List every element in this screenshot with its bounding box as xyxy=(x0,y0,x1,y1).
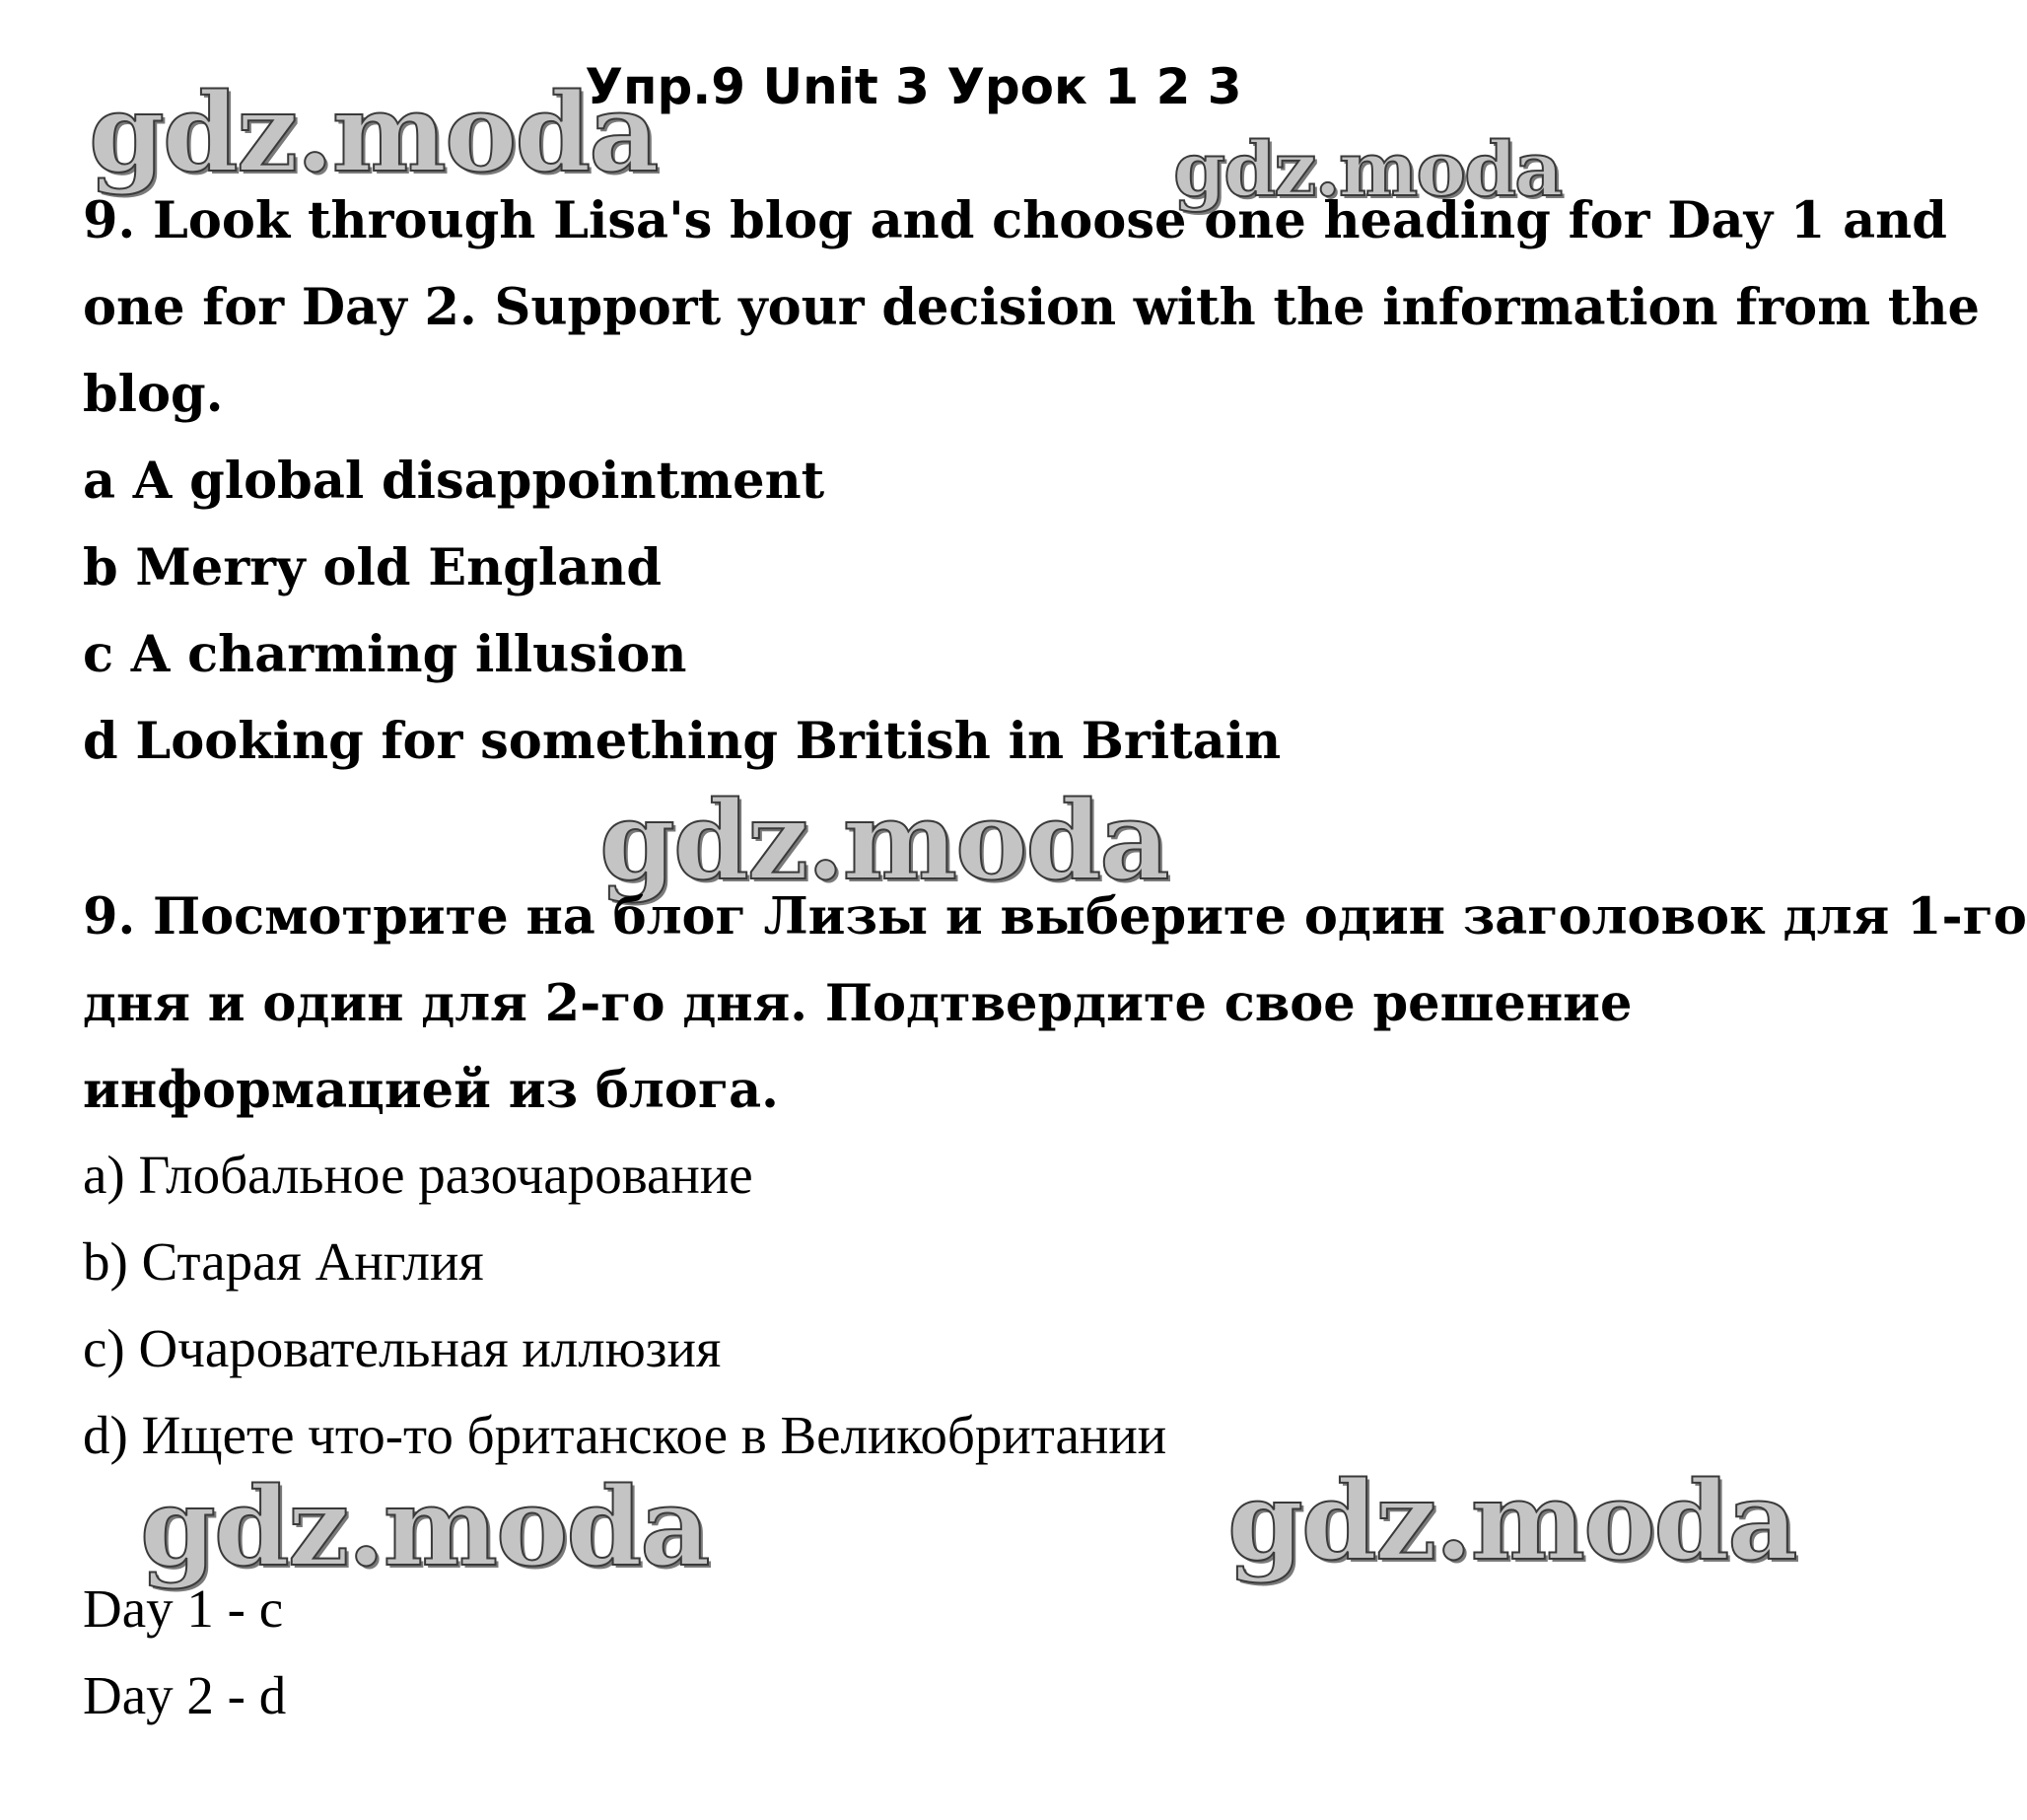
option-ru-b: b) Старая Англия xyxy=(83,1231,484,1292)
watermark: gdz.moda xyxy=(89,69,658,196)
option-ru-a: a) Глобальное разочарование xyxy=(83,1145,753,1205)
option-en-a: a A global disappointment xyxy=(83,452,825,511)
watermark: gdz.moda xyxy=(140,1463,709,1590)
watermark: gdz.moda xyxy=(1227,1457,1796,1584)
answer-day-1: Day 1 - c xyxy=(83,1578,284,1639)
option-en-c: c A charming illusion xyxy=(83,625,687,684)
option-ru-d: d) Ищете что-то британское в Великобритании xyxy=(83,1405,1167,1465)
task-ru-line: информацией из блога. xyxy=(83,1061,779,1120)
option-ru-c: c) Очаровательная иллюзия xyxy=(83,1318,722,1378)
task-en-line: one for Day 2. Support your decision with the information from the xyxy=(83,278,1981,337)
task-en-line: 9. Look through Lisa's blog and choose one heading for Day 1 and xyxy=(83,191,1947,250)
answer-day-2: Day 2 - d xyxy=(83,1665,287,1725)
option-en-b: b Merry old England xyxy=(83,538,663,597)
task-en-line: blog. xyxy=(83,365,224,424)
watermark: gdz.moda xyxy=(599,777,1168,904)
task-ru-line: 9. Посмотрите на блог Лизы и выберите один заголовок для 1-го xyxy=(83,887,2027,946)
option-en-d: d Looking for something British in Britain xyxy=(83,712,1282,771)
watermark: gdz.moda xyxy=(1173,125,1562,213)
task-ru-line: дня и один для 2-го дня. Подтвердите свое решение xyxy=(83,974,1633,1033)
page-title: Упр.9 Unit 3 Урок 1 2 3 xyxy=(585,58,1242,115)
